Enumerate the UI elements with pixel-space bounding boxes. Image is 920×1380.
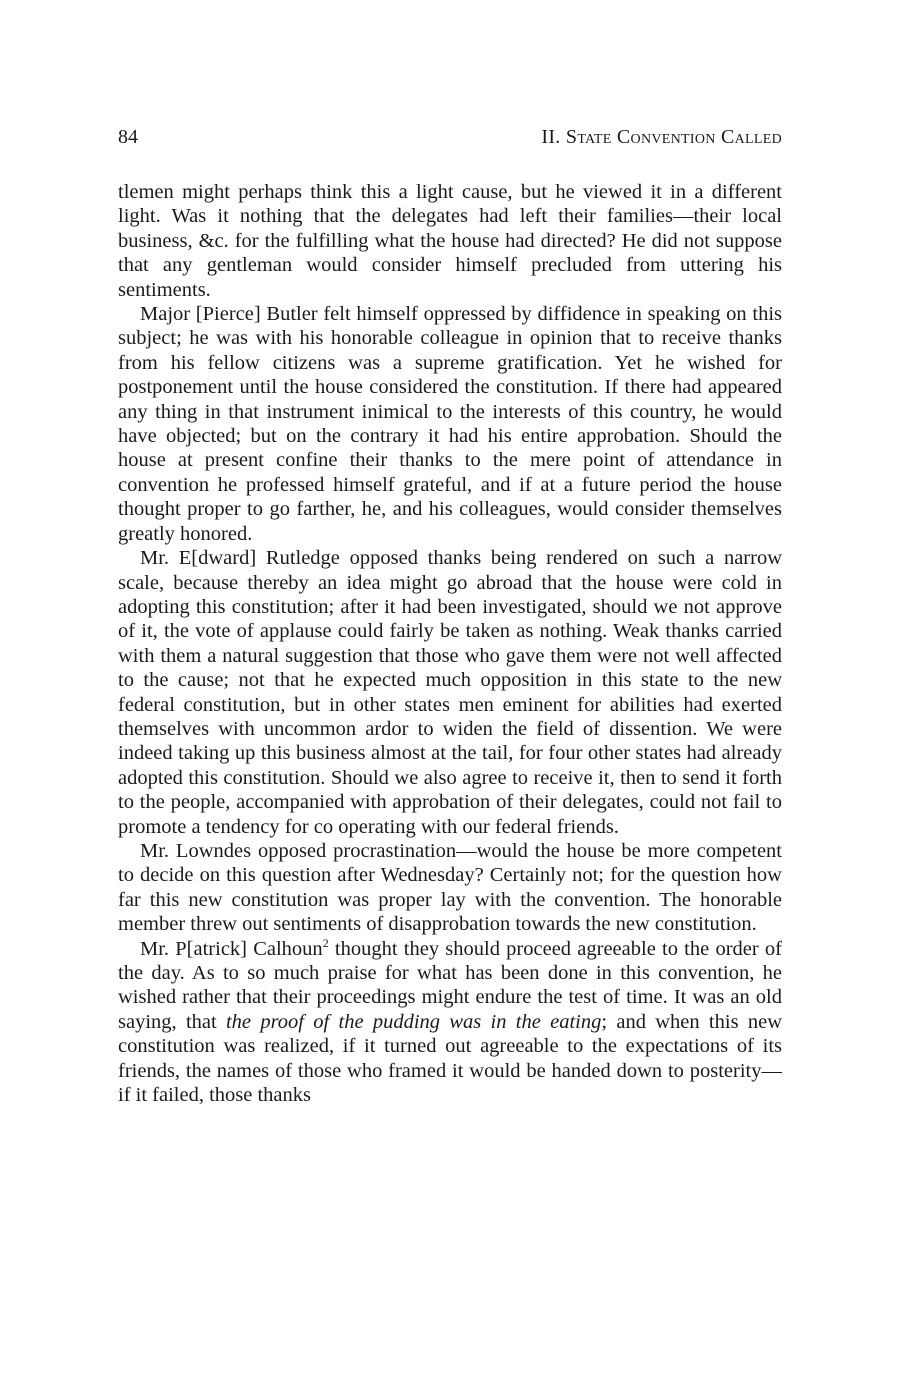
paragraph-continued: tlemen might perhaps think this a light cause, but he viewed it in a different light. Was it nothing that the delegates had left their families—their local business, &c. for the fulfilling what the house had directed? He did not suppose that any gentleman would consider himself precluded from uttering his sentiments. — [118, 181, 782, 301]
body-text — [118, 180, 782, 1107]
paragraph-rutledge: Mr. E[dward] Rutledge opposed thanks being rendered on such a narrow scale, because thereby an idea might go abroad that the house were cold in adopting this constitution; after it had been investigated, should we not approve of it, the vote of applause could fairly be taken as nothing. Weak thanks carried with them a natural suggestion that those who gave them were not well affected to the cause; not that he expected much opposition in this state to the new federal constitution, but in other states men eminent for abilities had exerted themselves with uncommon ardor to widen the field of dissention. We were indeed taking up this business almost at the tail, for four other states had already adopted this constitution. Should we also agree to receive it, then to send it forth to the people, accompanied with approbation of their delegates, could not fail to promote a tendency for co operating with our federal friends. — [118, 547, 782, 838]
running-title: II. State Convention Called — [541, 126, 782, 148]
paragraph-calhoun-text-3: ; and when this new constitution was realized, if it turned out agreeable to the expectations of its friends, the names of those who framed it would be handed down to posterity—if it failed, those thanks — [118, 1010, 782, 1107]
paragraph-lowndes: Mr. Lowndes opposed procrastination—would the house be more competent to decide on this question after Wednesday? Certainly not; for the question how far this new constitution was proper lay with the convention. The honorable member threw out sentiments of disapprobation towards the new constitution. — [118, 839, 782, 936]
footnote-reference: 2 — [322, 935, 329, 950]
paragraph-calhoun-text-2: thought they should proceed agreeable to the order of the day. As to so much praise for what has been done in this convention, he wished rather that their proceedings might endure the test of time. It was an old saying, that — [118, 937, 782, 1033]
paragraph-butler: Major [Pierce] Butler felt himself oppressed by diffidence in speaking on this subject; he was with his honorable colleague in opinion that to receive thanks from his fellow citizens was a supreme gratification. Yet he wished for postponement until the house considered the constitution. If there had appeared any thing in that instrument inimical to the interests of this country, he would have objected; but on the contrary it had his entire approbation. Should the house at present confine their thanks to the mere point of attendance in convention he professed himself grateful, and if at a future period the house thought proper to go farther, he, and his colleagues, would consider themselves greatly honored. — [118, 303, 782, 545]
paragraph-calhoun-text-1: Mr. P[atrick] Calhoun — [140, 937, 323, 960]
running-head — [118, 126, 782, 160]
italic-quotation: the proof of the pudding was in the eating — [225, 1010, 602, 1033]
paragraph-calhoun — [118, 937, 782, 1108]
book-page — [118, 126, 782, 1107]
page-number: 84 — [118, 126, 138, 148]
